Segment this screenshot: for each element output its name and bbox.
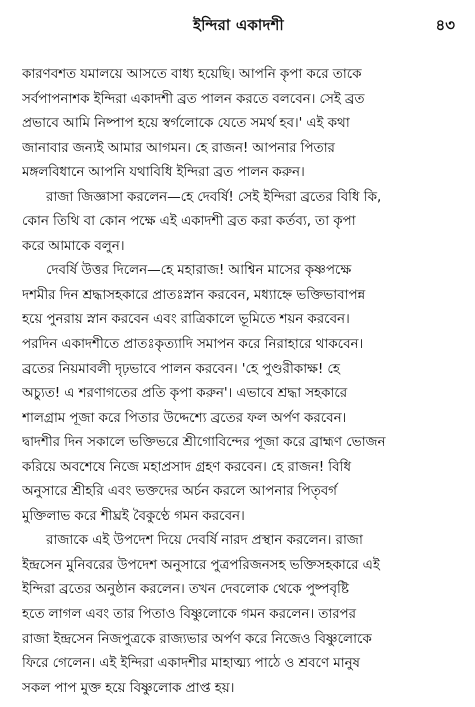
page-title: ইন্দিরা একাদশী	[193, 16, 284, 34]
text-line: মঙ্গলবিধানে আপনি যথাবিধি ইন্দিরা ব্রত পালন করুন।	[22, 164, 305, 181]
text-line: মুক্তিলাভ করে শীঘ্রই বৈকুণ্ঠে গমন করবেন।	[22, 507, 245, 524]
text-line: ব্রতের নিয়মাবলী দৃঢ়ভাবে পালন করবেন। 'হে পুণ্ডরীকাক্ষ! হে	[22, 360, 340, 377]
text-line: করিয়ে অবশেষে নিজে মহাপ্রসাদ গ্রহণ করবেন। হে রাজন! বিধি	[22, 458, 351, 475]
text-line: সকল পাপ মুক্ত হয়ে বিষ্ণুলোক প্রাপ্ত হয়।	[22, 679, 235, 696]
page-number: ৪৩	[435, 16, 455, 34]
text-line: হতে লাগল এবং তার পিতাও বিষ্ণুলোকে গমন করলেন। তারপর	[22, 606, 356, 623]
text-line: অচ্যুত! এ শরণাগতের প্রতি কৃপা করুন'। এভাবে শ্রদ্ধা সহকারে	[22, 385, 348, 402]
text-line: সর্বপাপনাশক ইন্দিরা একাদশী ব্রত পালন করতে বলবেন। সেই ব্রত	[22, 90, 365, 107]
text-line: কোন তিথি বা কোন পক্ষে এই একাদশী ব্রত করা কর্তব্য, তা কৃপা	[22, 213, 356, 230]
text-line: অনুসারে শ্রীহরি এবং ভক্তদের অর্চন করলে আপনার পিতৃবর্গ	[22, 483, 337, 500]
text-line: রাজা জিজ্ঞাসা করলেন—হে দেবর্ষি! সেই ইন্দিরা ব্রতের বিধি কি,	[46, 188, 382, 205]
text-line: কারণবশত যমালয়ে আসতে বাধ্য হয়েছি। আপনি কৃপা করে তাকে	[22, 66, 362, 82]
text-line: ইন্দিরা ব্রতের অনুষ্ঠান করলেন। তখন দেবলোক থেকে পুষ্পবৃষ্টি	[22, 581, 349, 598]
page-header	[22, 14, 455, 40]
text-line: হয়ে পুনরায় স্নান করবেন এবং রাত্রিকালে ভূমিতে শয়ন করবেন।	[22, 311, 350, 328]
text-line: দ্বাদশীর দিন সকালে ভক্তিভরে শ্রীগোবিন্দের পূজা করে ব্রাহ্মণ ভোজন	[22, 434, 386, 451]
text-line: রাজা ইন্দ্রসেন নিজপুত্রকে রাজ্যভার অর্পণ করে নিজেও বিষ্ণুলোকে	[22, 630, 372, 647]
text-line: রাজাকে এই উপদেশ দিয়ে দেবর্ষি নারদ প্রস্থান করলেন। রাজা	[46, 532, 363, 549]
body-text	[22, 62, 456, 700]
text-line: শালগ্রাম পূজা করে পিতার উদ্দেশ্যে ব্রতের ফল অর্পণ করবেন।	[22, 409, 347, 426]
text-line: জানাবার জন্যই আমার আগমন। হে রাজন! আপনার পিতার	[22, 139, 335, 156]
text-line: ইন্দ্রসেন মুনিবরের উপদেশ অনুসারে পুত্রপরিজনসহ ভক্তিসহকারে এই	[22, 556, 380, 573]
text-line: দেবর্ষি উত্তর দিলেন—হে মহারাজ! আশ্বিন মাসের কৃষ্ণপক্ষে	[46, 262, 352, 279]
text-line: করে আমাকে বলুন।	[22, 237, 125, 254]
text-line: ফিরে গেলেন। এই ইন্দিরা একাদশীর মাহাত্ম্য পাঠে ও শ্রবণে মানুষ	[22, 655, 360, 672]
text-line: দশমীর দিন শ্রদ্ধাসহকারে প্রাতঃস্নান করবেন, মধ্যাহ্নে ভক্তিভাবাপন্ন	[22, 286, 366, 303]
text-line: প্রভাবে আমি নিষ্পাপ হয়ে স্বর্গলোকে যেতে সমর্থ হব।' এই কথা	[22, 115, 350, 132]
text-line: পরদিন একাদশীতে প্রাতঃকৃত্যাদি সমাপন করে নিরাহারে থাকবেন।	[22, 336, 364, 353]
